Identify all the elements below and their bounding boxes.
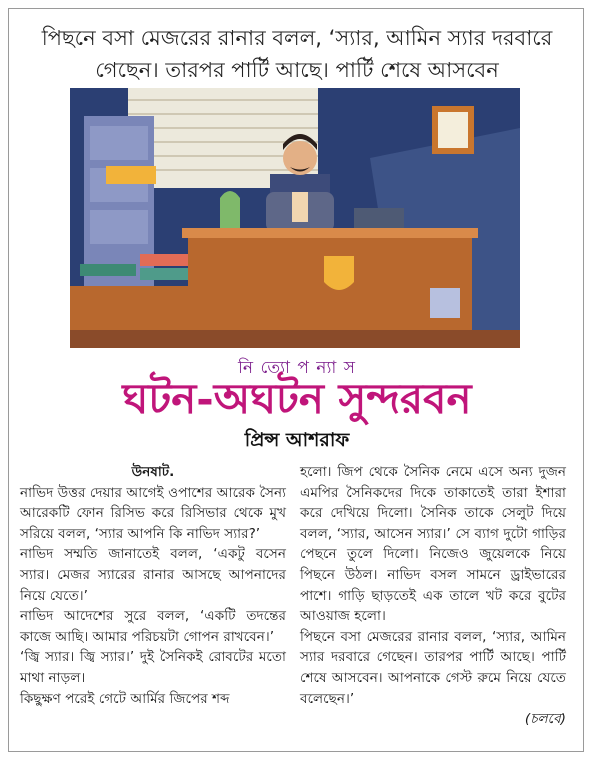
- story-title: ঘটন-অঘটন সুন্দরবন: [122, 374, 472, 423]
- paragraph: ‘জ্বি স্যার। জ্বি স্যার।’ দুই সৈনিকই রোবটের মতো মাথা নাড়ল।: [20, 649, 286, 686]
- desk-monitor: [354, 208, 404, 228]
- text-column-right: [300, 462, 566, 730]
- police-badge: [324, 256, 354, 290]
- office-illustration: [70, 88, 520, 348]
- office-scene: [70, 88, 520, 348]
- binder: [80, 264, 136, 276]
- chapter-number: উনষাট.: [131, 464, 175, 480]
- text-column-left: [20, 462, 286, 709]
- paragraph: নাভিদ উত্তর দেয়ার আগেই ওপাশের আরেক সৈন্য আরেকটি ফোন রিসিভ করে রিসিভার থেকে মুখ সরিয়ে বলল, ‘স্যার আপনি কি নাভিদ স্যার?’: [20, 484, 286, 542]
- open-drawer-files: [106, 166, 156, 184]
- pull-quote: পিছনে বসা মেজরের রানার বলল, ‘স্যার, আমিন স্যার দরবারে গেছেন। তারপর পার্টি আছে। পার্টি শেষে আসবেন: [41, 26, 553, 82]
- desk-top: [182, 228, 478, 238]
- certificate: [438, 112, 468, 148]
- trash-bin: [430, 288, 460, 318]
- series-label: নি ত্যো প ন্যা স: [238, 358, 356, 378]
- paragraph: পিছনে বসা মেজরের রানার বলল, ‘স্যার, আমিন স্যার দরবারে গেছেন। তারপর পার্টি আছে। পার্টি শেষে আসবেন। আপনাকে গেস্ট রুমে নিয়ে যেতে বলেছেন।’: [300, 628, 566, 707]
- officer-shirt: [292, 192, 308, 222]
- paragraph: নাভিদ আদেশের সুরে বলল, ‘একটি তদন্তের কাজে আছি। আমার পরিচয়টা গোপন রাখবেন।’: [20, 608, 286, 645]
- paragraph: হলো। জিপ থেকে সৈনিক নেমে এসে অন্য দুজন এমপির সৈনিকদের দিকে তাকাতেই তারা ইশারা করে দেখিয়ে দিলো। সৈনিক তাকে সেলুট দিয়ে বলল, ‘স্যার, আসেন স্যার।’ সে ব্যাগ দুটো গাড়ির পেছনে তুলে দিলো। নিজেও জুয়েলকে নিয়ে পিছনে উঠল। নাভিদ বসল সামনে ড্রাইভারের পাশে। গাড়ি ছাড়তেই এক তালে খট করে বুটের আওয়াজ হলো।: [300, 464, 566, 625]
- paragraph: কিছুক্ষণ পরেই গেটে আর্মির জিপের শব্দ: [20, 690, 230, 707]
- paragraph: নাভিদ সম্মতি জানাতেই বলল, ‘একটু বসেন স্যার। মেজর স্যারের রানার আসছে আপনাদের নিয়ে যেতে।’: [20, 546, 286, 604]
- continued-marker: (চলবে): [524, 711, 566, 728]
- potted-plant: [220, 191, 240, 228]
- author-byline: প্রিন্স আশরাফ: [244, 429, 350, 451]
- floor: [70, 330, 520, 348]
